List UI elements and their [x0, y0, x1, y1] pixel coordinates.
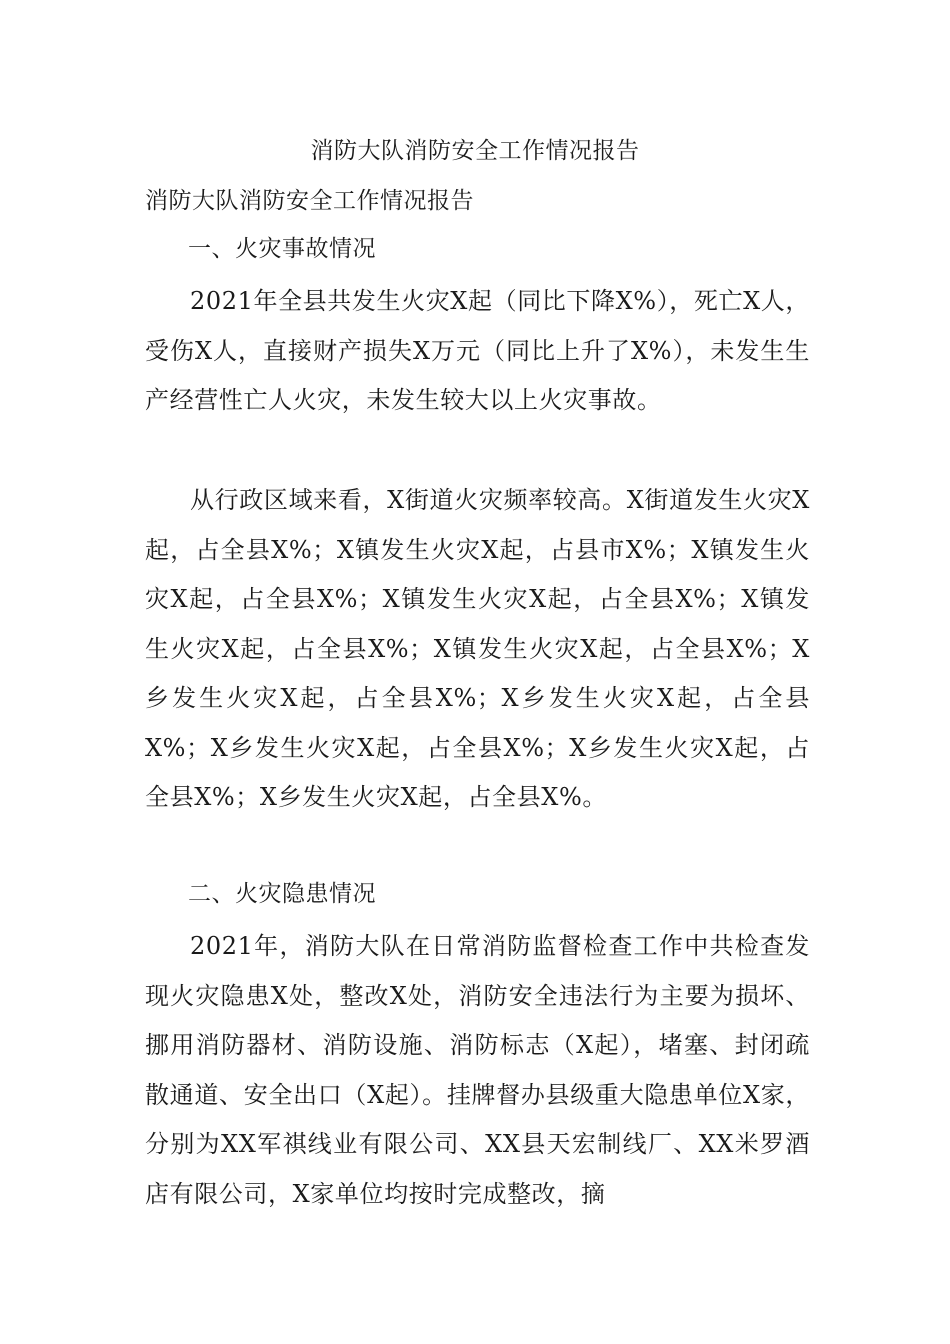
paragraph-regional-breakdown: 从行政区域来看，X街道火灾频率较高。X街道发生火灾X起，占全县X%；X镇发生火灾X起，占县市X%；X镇发生火灾X起，占全县X%；X镇发生火灾X起，占全县X%；X镇发生火灾X起，占全县X%；X镇发生火灾X起，占全县X%；X乡发生火灾X起，占全县X%；X乡发生火灾X起，占全县X%；X乡发生火灾X起，占全县X%；X乡发生火灾X起，占全县X%；X乡发生火灾X起，占全县X%。: [145, 486, 810, 811]
document-subtitle: 消防大队消防安全工作情况报告: [145, 188, 474, 214]
document-title: 消防大队消防安全工作情况报告: [310, 138, 640, 164]
paragraph-fire-statistics: 2021年全县共发生火灾X起（同比下降X%），死亡X人，受伤X人，直接财产损失X万元（同比上升了X%），未发生生产经营性亡人火灾，未发生较大以上火灾事故。: [145, 287, 810, 414]
section-heading-fire-accidents: 一、火灾事故情况: [188, 236, 376, 262]
paragraph-hazard-inspection: 2021年，消防大队在日常消防监督检查工作中共检查发现火灾隐患X处，整改X处，消防安全违法行为主要为损坏、挪用消防器材、消防设施、消防标志（X起），堵塞、封闭疏散通道、安全出口（X起）。挂牌督办县级重大隐患单位X家，分别为XX军祺线业有限公司、XX县天宏制线厂、XX米罗酒店有限公司，X家单位均按时完成整改，摘: [145, 932, 810, 1208]
section-heading-fire-hazards: 二、火灾隐患情况: [188, 881, 376, 907]
